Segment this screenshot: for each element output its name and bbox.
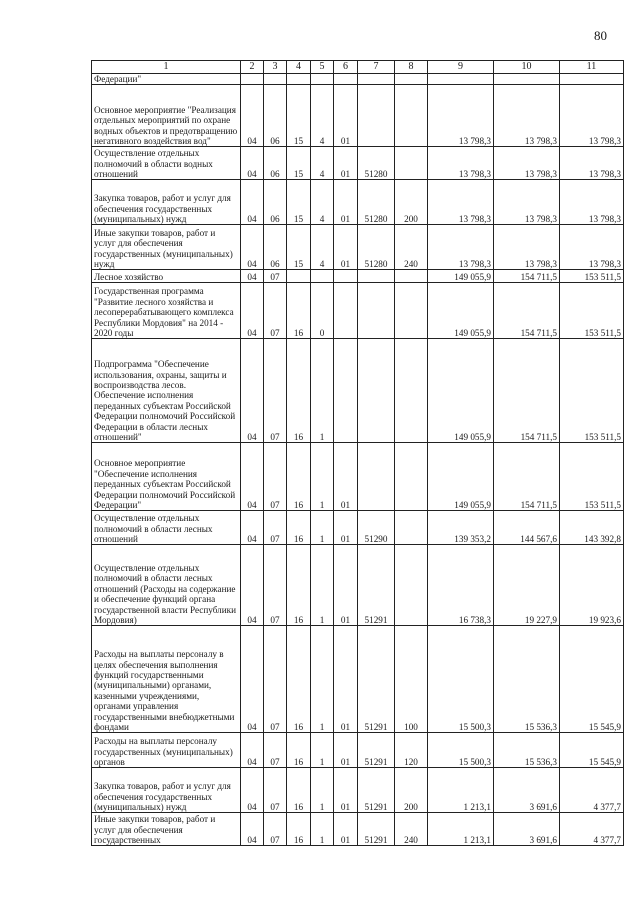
amount-col9-cell: 16 738,3	[428, 545, 494, 626]
section-code-cell: 04	[241, 147, 264, 180]
section-code-cell: 04	[241, 511, 264, 545]
table-row	[92, 74, 624, 85]
amount-col9-cell: 149 055,9	[428, 283, 494, 339]
event-code-cell	[334, 74, 358, 85]
subprogram-code-cell: 1	[311, 545, 334, 626]
expense-type-cell	[395, 74, 428, 85]
direction-code-cell: 51291	[358, 768, 395, 813]
section-code-cell: 04	[241, 270, 264, 283]
subprogram-code-cell: 1	[311, 511, 334, 545]
subsection-code-cell: 07	[264, 283, 287, 339]
amount-col11-cell: 13 798,3	[560, 225, 624, 270]
direction-code-cell: 51291	[358, 545, 395, 626]
row-name-cell: Расходы на выплаты персоналу государственных (муниципальных) органов	[92, 733, 241, 768]
amount-col11-cell: 4 377,7	[560, 813, 624, 846]
subsection-code-cell: 06	[264, 225, 287, 270]
row-name-cell: Закупка товаров, работ и услуг для обеспечения государственных (муниципальных) нужд	[92, 768, 241, 813]
amount-col10-cell: 15 536,3	[494, 733, 560, 768]
amount-col10-cell: 13 798,3	[494, 85, 560, 147]
amount-col10-cell: 13 798,3	[494, 147, 560, 180]
column-header: 7	[358, 61, 395, 74]
program-code-cell: 16	[287, 733, 311, 768]
event-code-cell: 01	[334, 545, 358, 626]
table-row	[92, 339, 624, 443]
amount-col10-cell: 19 227,9	[494, 545, 560, 626]
row-name-cell: Основное мероприятие "Реализация отдельных мероприятий по охране водных объектов и предотвращению негативного воздействия вод"	[92, 85, 241, 147]
subprogram-code-cell: 4	[311, 180, 334, 225]
amount-col10-cell: 154 711,5	[494, 339, 560, 443]
amount-col10-cell: 15 536,3	[494, 626, 560, 733]
table-row	[92, 733, 624, 768]
row-name-cell: Расходы на выплаты персоналу в целях обеспечения выполнения функций государственными (муниципальными) органами, казенными учреждениями, органами управления государственными внебюджетными фондами	[92, 626, 241, 733]
subsection-code-cell: 07	[264, 768, 287, 813]
amount-col9-cell: 13 798,3	[428, 85, 494, 147]
table-row	[92, 147, 624, 180]
section-code-cell: 04	[241, 180, 264, 225]
direction-code-cell	[358, 283, 395, 339]
amount-col11-cell: 13 798,3	[560, 85, 624, 147]
subprogram-code-cell: 1	[311, 733, 334, 768]
subprogram-code-cell: 1	[311, 768, 334, 813]
subsection-code-cell: 07	[264, 270, 287, 283]
event-code-cell: 01	[334, 733, 358, 768]
amount-col10-cell: 13 798,3	[494, 180, 560, 225]
event-code-cell: 01	[334, 768, 358, 813]
section-code-cell: 04	[241, 545, 264, 626]
event-code-cell	[334, 270, 358, 283]
column-header: 8	[395, 61, 428, 74]
expense-type-cell	[395, 283, 428, 339]
subprogram-code-cell	[311, 270, 334, 283]
subprogram-code-cell: 1	[311, 443, 334, 511]
amount-col9-cell: 149 055,9	[428, 270, 494, 283]
event-code-cell: 01	[334, 85, 358, 147]
budget-table	[91, 60, 624, 846]
program-code-cell: 15	[287, 225, 311, 270]
program-code-cell: 16	[287, 626, 311, 733]
table-row	[92, 180, 624, 225]
subprogram-code-cell: 0	[311, 283, 334, 339]
subsection-code-cell: 07	[264, 443, 287, 511]
amount-col11-cell: 143 392,8	[560, 511, 624, 545]
event-code-cell: 01	[334, 180, 358, 225]
amount-col11-cell: 153 511,5	[560, 270, 624, 283]
subprogram-code-cell: 1	[311, 813, 334, 846]
table-row	[92, 511, 624, 545]
amount-col10-cell: 3 691,6	[494, 813, 560, 846]
section-code-cell: 04	[241, 813, 264, 846]
event-code-cell: 01	[334, 626, 358, 733]
amount-col10-cell	[494, 74, 560, 85]
program-code-cell	[287, 270, 311, 283]
section-code-cell: 04	[241, 768, 264, 813]
subsection-code-cell: 07	[264, 511, 287, 545]
subsection-code-cell: 07	[264, 813, 287, 846]
subsection-code-cell	[264, 74, 287, 85]
column-header: 3	[264, 61, 287, 74]
expense-type-cell: 240	[395, 813, 428, 846]
page-number: 80	[594, 28, 607, 43]
table-header-row	[92, 61, 624, 74]
column-header: 2	[241, 61, 264, 74]
table-row	[92, 283, 624, 339]
direction-code-cell: 51290	[358, 511, 395, 545]
amount-col11-cell: 4 377,7	[560, 768, 624, 813]
row-name-cell: Лесное хозяйство	[92, 270, 241, 283]
column-header: 11	[560, 61, 624, 74]
amount-col10-cell: 3 691,6	[494, 768, 560, 813]
amount-col11-cell: 15 545,9	[560, 733, 624, 768]
direction-code-cell	[358, 270, 395, 283]
table-row	[92, 768, 624, 813]
direction-code-cell: 51280	[358, 225, 395, 270]
direction-code-cell	[358, 85, 395, 147]
event-code-cell: 01	[334, 147, 358, 180]
section-code-cell: 04	[241, 733, 264, 768]
subprogram-code-cell: 1	[311, 339, 334, 443]
section-code-cell: 04	[241, 339, 264, 443]
event-code-cell: 01	[334, 443, 358, 511]
expense-type-cell	[395, 147, 428, 180]
expense-type-cell	[395, 511, 428, 545]
amount-col10-cell: 154 711,5	[494, 443, 560, 511]
amount-col9-cell: 1 213,1	[428, 813, 494, 846]
section-code-cell: 04	[241, 443, 264, 511]
amount-col9-cell: 15 500,3	[428, 733, 494, 768]
column-header: 5	[311, 61, 334, 74]
expense-type-cell	[395, 545, 428, 626]
subsection-code-cell: 06	[264, 180, 287, 225]
column-header: 1	[92, 61, 241, 74]
row-name-cell: Иные закупки товаров, работ и услуг для обеспечения государственных	[92, 813, 241, 846]
expense-type-cell	[395, 339, 428, 443]
row-name-cell: Иные закупки товаров, работ и услуг для обеспечения государственных (муниципальных) нужд	[92, 225, 241, 270]
program-code-cell	[287, 74, 311, 85]
subprogram-code-cell	[311, 74, 334, 85]
row-name-cell: Осуществление отдельных полномочий в области лесных отношений	[92, 511, 241, 545]
amount-col9-cell: 13 798,3	[428, 225, 494, 270]
program-code-cell: 15	[287, 85, 311, 147]
section-code-cell: 04	[241, 283, 264, 339]
amount-col9-cell: 1 213,1	[428, 768, 494, 813]
expense-type-cell: 200	[395, 768, 428, 813]
expense-type-cell	[395, 85, 428, 147]
program-code-cell: 16	[287, 813, 311, 846]
amount-col10-cell: 154 711,5	[494, 283, 560, 339]
amount-col9-cell: 149 055,9	[428, 339, 494, 443]
column-header: 6	[334, 61, 358, 74]
amount-col10-cell: 144 567,6	[494, 511, 560, 545]
subsection-code-cell: 06	[264, 147, 287, 180]
row-name-cell: Подпрограмма "Обеспечение использования, охраны, защиты и воспроизводства лесов. Обеспечение исполнения переданных субъектам Российской Федерации полномочий Российской Федерации в области лесных отношений"	[92, 339, 241, 443]
amount-col11-cell: 153 511,5	[560, 443, 624, 511]
event-code-cell: 01	[334, 813, 358, 846]
expense-type-cell: 120	[395, 733, 428, 768]
event-code-cell: 01	[334, 511, 358, 545]
section-code-cell: 04	[241, 85, 264, 147]
program-code-cell: 16	[287, 443, 311, 511]
table-row	[92, 813, 624, 846]
amount-col9-cell: 15 500,3	[428, 626, 494, 733]
subsection-code-cell: 07	[264, 545, 287, 626]
program-code-cell: 15	[287, 147, 311, 180]
direction-code-cell	[358, 339, 395, 443]
amount-col9-cell: 149 055,9	[428, 443, 494, 511]
amount-col9-cell	[428, 74, 494, 85]
amount-col11-cell: 19 923,6	[560, 545, 624, 626]
event-code-cell: 01	[334, 225, 358, 270]
expense-type-cell: 200	[395, 180, 428, 225]
row-name-cell: Осуществление отдельных полномочий в области лесных отношений (Расходы на содержание и обеспечение функций органа государственной власти Республики Мордовия)	[92, 545, 241, 626]
row-name-cell: Федерации"	[92, 74, 241, 85]
amount-col11-cell	[560, 74, 624, 85]
program-code-cell: 16	[287, 545, 311, 626]
amount-col11-cell: 13 798,3	[560, 147, 624, 180]
section-code-cell: 04	[241, 225, 264, 270]
event-code-cell	[334, 283, 358, 339]
table-row	[92, 85, 624, 147]
subprogram-code-cell: 4	[311, 85, 334, 147]
direction-code-cell	[358, 74, 395, 85]
program-code-cell: 16	[287, 283, 311, 339]
direction-code-cell: 51291	[358, 813, 395, 846]
amount-col11-cell: 153 511,5	[560, 339, 624, 443]
row-name-cell: Государственная программа "Развитие лесного хозяйства и лесоперерабатывающего комплекса Республики Мордовия" на 2014 - 2020 годы	[92, 283, 241, 339]
amount-col11-cell: 153 511,5	[560, 283, 624, 339]
amount-col11-cell: 13 798,3	[560, 180, 624, 225]
column-header: 4	[287, 61, 311, 74]
subsection-code-cell: 07	[264, 733, 287, 768]
subprogram-code-cell: 1	[311, 626, 334, 733]
column-header: 10	[494, 61, 560, 74]
table-row	[92, 443, 624, 511]
amount-col9-cell: 13 798,3	[428, 147, 494, 180]
direction-code-cell	[358, 443, 395, 511]
direction-code-cell: 51280	[358, 180, 395, 225]
expense-type-cell	[395, 270, 428, 283]
section-code-cell: 04	[241, 626, 264, 733]
subsection-code-cell: 06	[264, 85, 287, 147]
direction-code-cell: 51291	[358, 626, 395, 733]
amount-col10-cell: 13 798,3	[494, 225, 560, 270]
direction-code-cell: 51291	[358, 733, 395, 768]
expense-type-cell	[395, 443, 428, 511]
table-row	[92, 545, 624, 626]
program-code-cell: 16	[287, 768, 311, 813]
program-code-cell: 16	[287, 339, 311, 443]
subsection-code-cell: 07	[264, 339, 287, 443]
table-row	[92, 626, 624, 733]
section-code-cell	[241, 74, 264, 85]
amount-col10-cell: 154 711,5	[494, 270, 560, 283]
direction-code-cell: 51280	[358, 147, 395, 180]
amount-col11-cell: 15 545,9	[560, 626, 624, 733]
table-row	[92, 270, 624, 283]
program-code-cell: 15	[287, 180, 311, 225]
event-code-cell	[334, 339, 358, 443]
column-header: 9	[428, 61, 494, 74]
row-name-cell: Осуществление отдельных полномочий в области водных отношений	[92, 147, 241, 180]
row-name-cell: Основное мероприятие "Обеспечение исполнения переданных субъектам Российской Федерации полномочий Российской Федерации"	[92, 443, 241, 511]
amount-col9-cell: 139 353,2	[428, 511, 494, 545]
subprogram-code-cell: 4	[311, 147, 334, 180]
program-code-cell: 16	[287, 511, 311, 545]
subsection-code-cell: 07	[264, 626, 287, 733]
expense-type-cell: 240	[395, 225, 428, 270]
subprogram-code-cell: 4	[311, 225, 334, 270]
row-name-cell: Закупка товаров, работ и услуг для обеспечения государственных (муниципальных) нужд	[92, 180, 241, 225]
expense-type-cell: 100	[395, 626, 428, 733]
table-row	[92, 225, 624, 270]
amount-col9-cell: 13 798,3	[428, 180, 494, 225]
